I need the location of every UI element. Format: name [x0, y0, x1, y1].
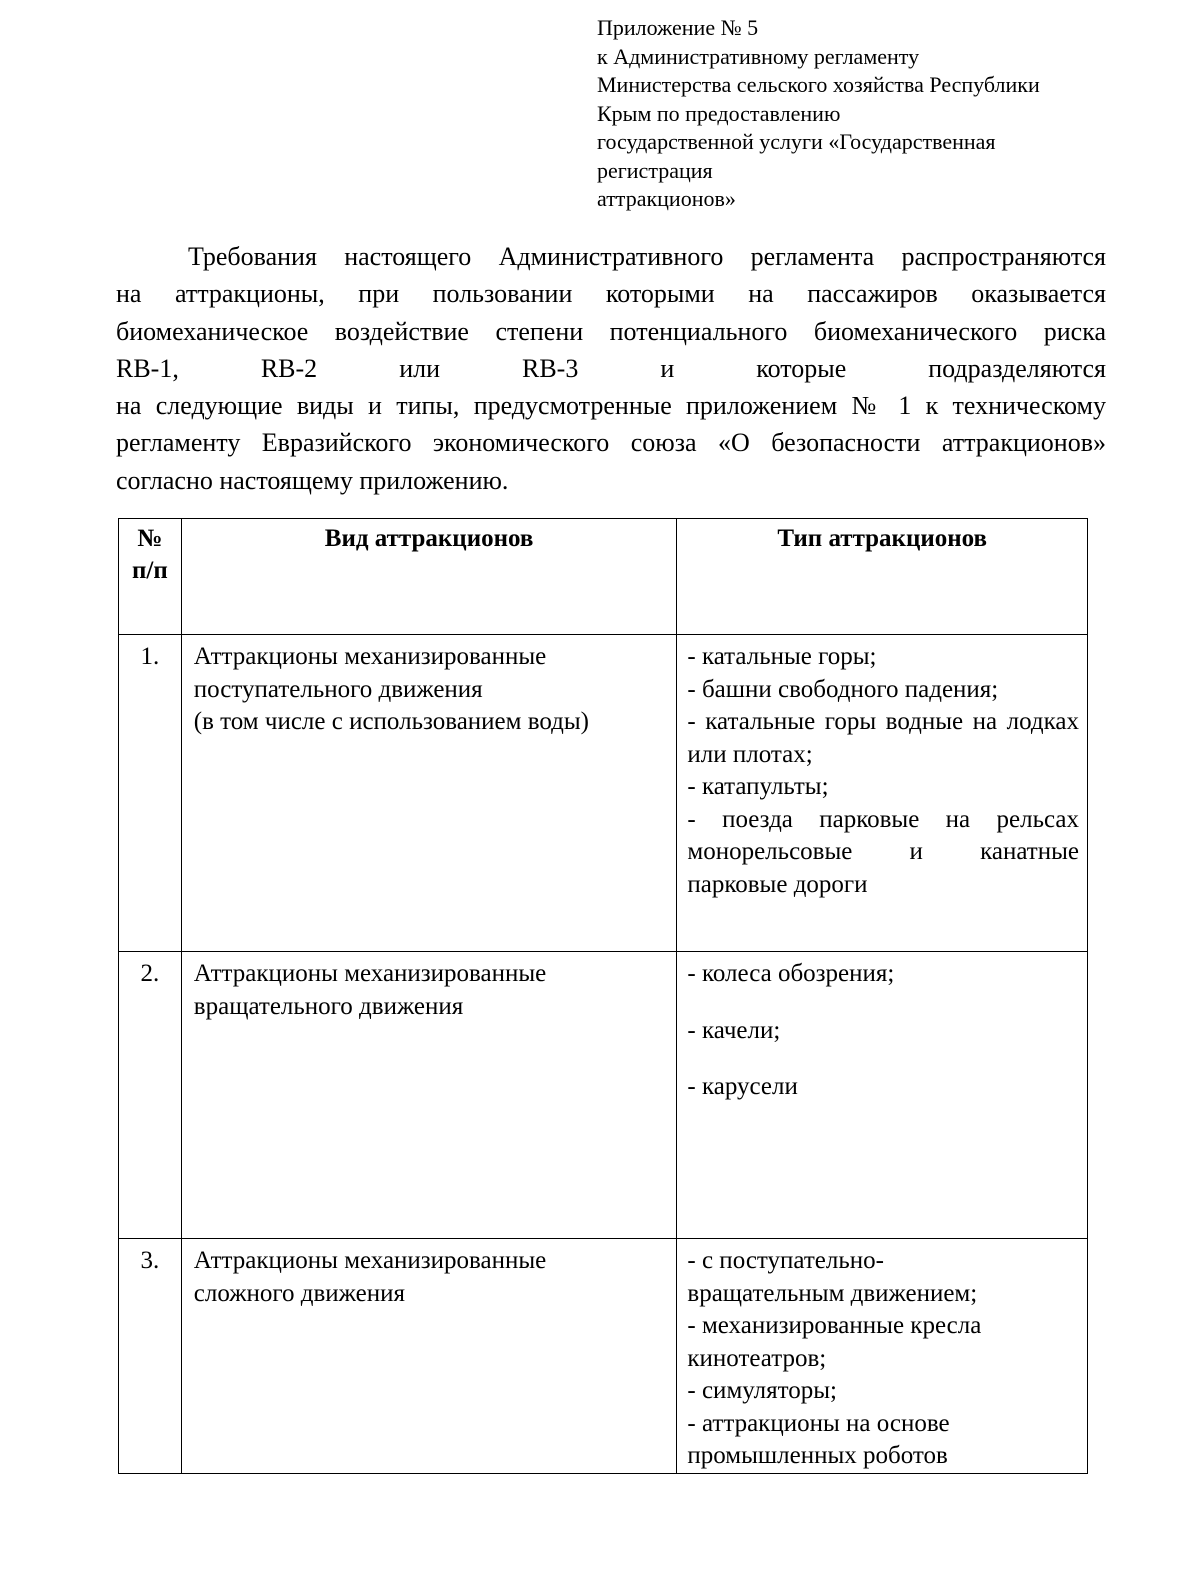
row-number: 1.	[119, 635, 182, 952]
header-number-line1: №	[137, 525, 163, 552]
type-item: - катальные горы водные на лодках или плотах;	[687, 708, 1079, 768]
intro-word: подразделяются	[928, 353, 1106, 383]
row-kind	[181, 1239, 677, 1474]
type-item: - механизированные кресла	[687, 1312, 982, 1339]
type-item: - поезда парковые на рельсах монорельсовые и канатные парковые дороги	[687, 805, 1079, 898]
table-row	[119, 1239, 1088, 1474]
type-item: - катальные горы;	[687, 643, 877, 670]
intro-word: и	[660, 353, 675, 383]
type-item: - аттракционы на основе	[687, 1409, 950, 1437]
type-item: - башни свободного падения;	[687, 675, 999, 703]
kind-line: (в том числе с использованием воды)	[193, 708, 589, 735]
intro-line-risk-classes	[116, 350, 1106, 387]
row-kind	[181, 635, 677, 952]
intro-line: на следующие виды и типы, предусмотренные приложением № 1 к техническому	[116, 391, 1106, 421]
row-types	[677, 1239, 1088, 1474]
attractions-table	[118, 518, 1088, 1474]
header-type: Тип аттракционов	[677, 519, 1088, 635]
type-item: - колеса обозрения;	[687, 960, 895, 987]
table-header-row	[119, 519, 1088, 635]
header-number-line2: п/п	[132, 557, 168, 584]
header-line: к Административному регламенту	[597, 43, 920, 69]
table-row	[119, 635, 1088, 952]
type-item: промышленных роботов	[687, 1442, 948, 1469]
intro-word: RB-1,	[116, 353, 179, 383]
intro-line: Требования настоящего Административного регламента распространяются	[188, 242, 1106, 271]
appendix-header	[597, 14, 1117, 214]
intro-word: RB-3	[522, 353, 579, 383]
header-number	[119, 519, 182, 635]
intro-paragraph	[116, 238, 1106, 499]
row-types	[677, 635, 1088, 952]
header-line: регистрация	[597, 157, 713, 183]
header-line: Приложение № 5	[597, 15, 759, 40]
type-item: - с поступательно-	[687, 1247, 884, 1274]
type-item: - катапульты;	[687, 773, 829, 800]
type-item: вращательным движением;	[687, 1279, 978, 1307]
kind-line: сложного движения	[193, 1279, 405, 1307]
intro-word: которые	[756, 353, 847, 383]
type-item: - качели;	[687, 1016, 781, 1044]
row-number: 3.	[119, 1239, 182, 1474]
header-line: государственной услуги «Государственная	[597, 129, 996, 154]
intro-word: или	[399, 353, 440, 383]
row-number: 2.	[119, 952, 182, 1239]
type-item: - симуляторы;	[687, 1377, 837, 1404]
kind-line: Аттракционы механизированные	[193, 643, 547, 670]
intro-line: биомеханическое воздействие степени потенциального биомеханического риска	[116, 316, 1106, 346]
header-line: Крым по предоставлению	[597, 100, 841, 126]
type-item: кинотеатров;	[687, 1344, 827, 1372]
header-line: Министерства сельского хозяйства Республики	[597, 72, 1040, 97]
intro-line: на аттракционы, при пользовании которыми на пассажиров оказывается	[116, 279, 1106, 309]
kind-line: поступательного движения	[193, 675, 483, 703]
type-item: - карусели	[687, 1073, 798, 1100]
row-kind	[181, 952, 677, 1239]
kind-line: Аттракционы механизированные	[193, 960, 547, 987]
intro-line: регламенту Евразийского экономического союза «О безопасности аттракционов»	[116, 428, 1106, 458]
intro-word: RB-2	[260, 353, 318, 383]
kind-line: вращательного движения	[193, 992, 464, 1020]
table-row	[119, 952, 1088, 1239]
row-types	[677, 952, 1088, 1239]
intro-line: согласно настоящему приложению.	[116, 465, 509, 495]
header-kind: Вид аттракционов	[181, 519, 677, 635]
kind-line: Аттракционы механизированные	[193, 1247, 547, 1274]
header-line: аттракционов»	[597, 186, 736, 211]
